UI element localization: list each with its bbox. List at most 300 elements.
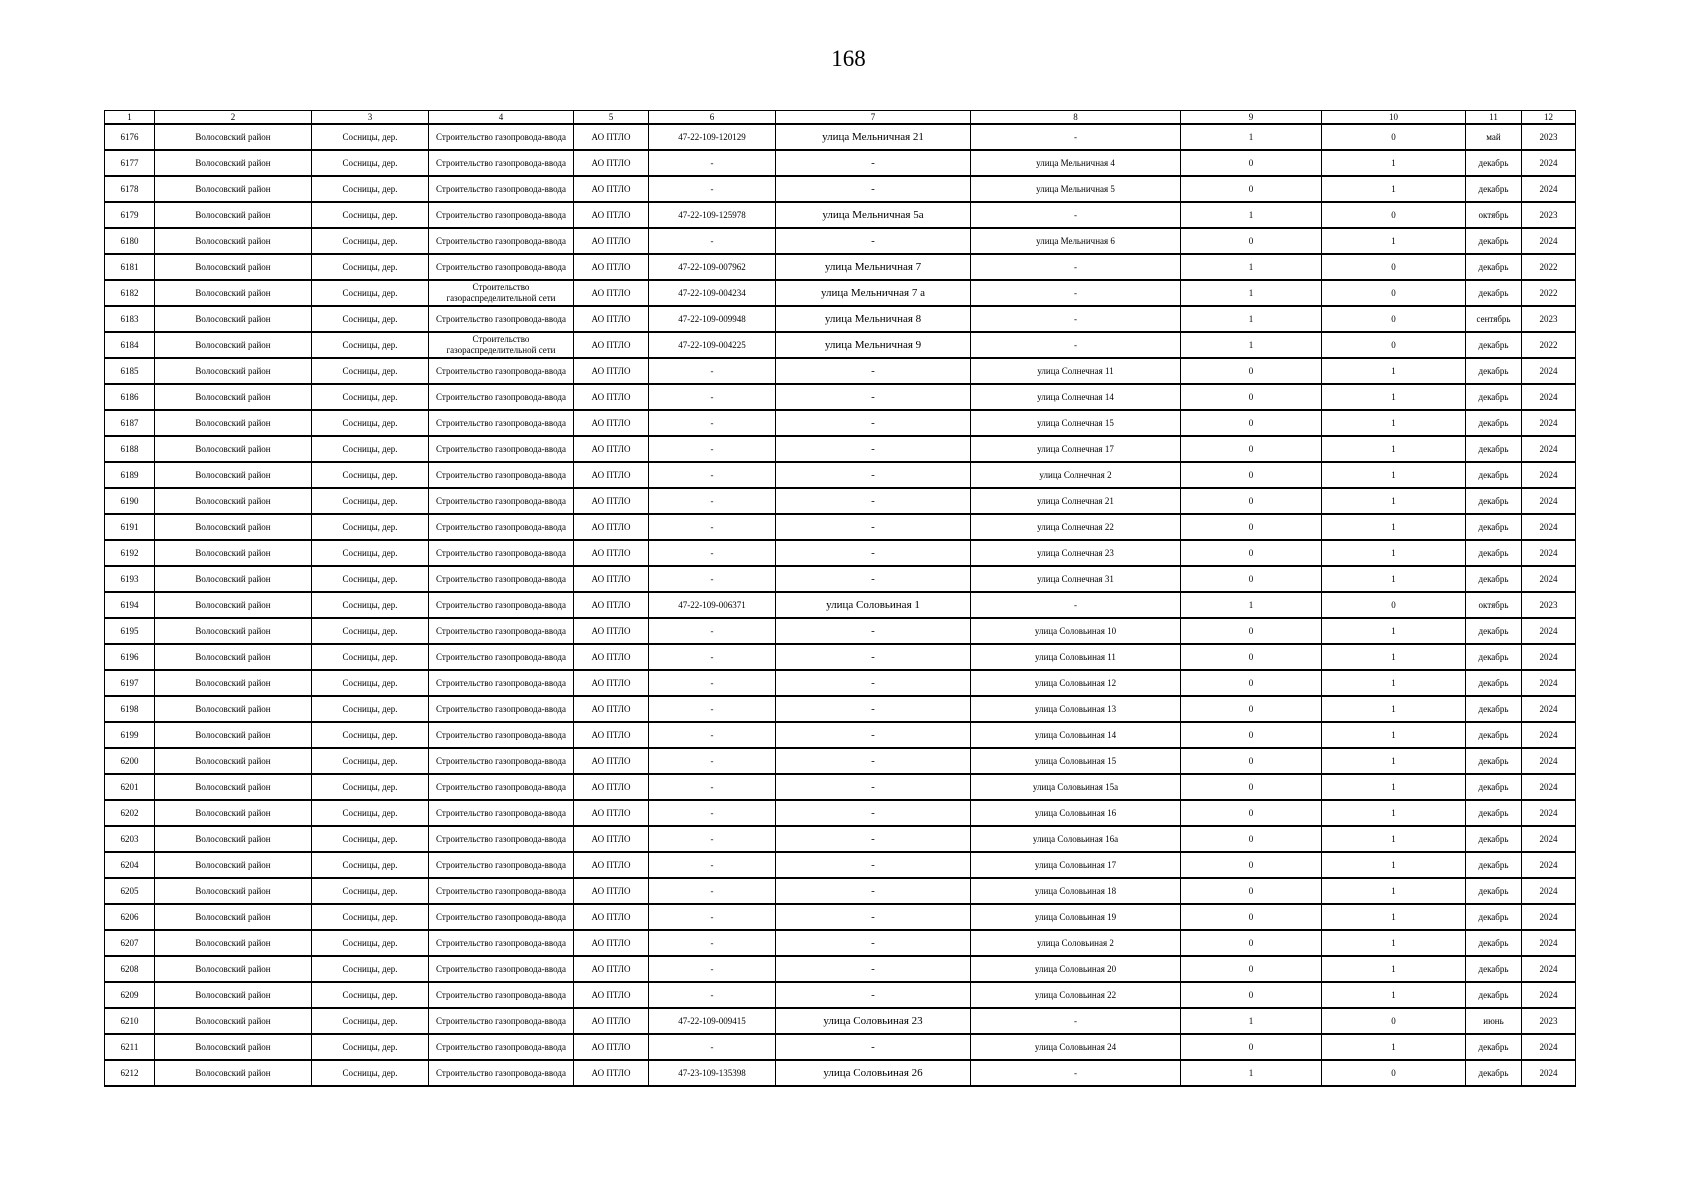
count-cell-a: 0 (1181, 722, 1322, 748)
row-number-cell: 6180 (105, 228, 155, 254)
district-cell: Волосовский район (155, 462, 312, 488)
count-cell-a: 0 (1181, 488, 1322, 514)
registration-number-cell: - (649, 384, 776, 410)
district-cell: Волосовский район (155, 566, 312, 592)
planned-address-cell: - (971, 280, 1181, 306)
year-cell: 2023 (1522, 1008, 1576, 1034)
settlement-cell: Сосницы, дер. (312, 644, 429, 670)
count-cell-a: 0 (1181, 1034, 1322, 1060)
month-cell: декабрь (1466, 1034, 1522, 1060)
count-cell-b: 1 (1322, 150, 1466, 176)
address-cell: - (776, 956, 971, 982)
count-cell-a: 0 (1181, 228, 1322, 254)
year-cell: 2024 (1522, 618, 1576, 644)
registry-table (104, 110, 1576, 1087)
district-cell: Волосовский район (155, 670, 312, 696)
count-cell-a: 1 (1181, 1008, 1322, 1034)
address-cell: - (776, 826, 971, 852)
work-type-cell: Строительство газопровода-ввода (429, 930, 574, 956)
work-type-cell: Строительство газопровода-ввода (429, 384, 574, 410)
settlement-cell: Сосницы, дер. (312, 358, 429, 384)
work-type-cell: Строительство газопровода-ввода (429, 826, 574, 852)
year-cell: 2023 (1522, 124, 1576, 150)
address-cell: - (776, 644, 971, 670)
district-cell: Волосовский район (155, 696, 312, 722)
planned-address-cell: - (971, 254, 1181, 280)
year-cell: 2024 (1522, 436, 1576, 462)
address-cell: - (776, 1034, 971, 1060)
year-cell: 2024 (1522, 696, 1576, 722)
planned-address-cell: улица Соловьиная 2 (971, 930, 1181, 956)
district-cell: Волосовский район (155, 150, 312, 176)
registration-number-cell: - (649, 748, 776, 774)
address-cell: - (776, 878, 971, 904)
table-row (105, 904, 1576, 930)
address-cell: - (776, 748, 971, 774)
planned-address-cell: - (971, 124, 1181, 150)
table-row (105, 488, 1576, 514)
settlement-cell: Сосницы, дер. (312, 930, 429, 956)
row-number-cell: 6202 (105, 800, 155, 826)
month-cell: декабрь (1466, 904, 1522, 930)
planned-address-cell: улица Соловьиная 14 (971, 722, 1181, 748)
district-cell: Волосовский район (155, 384, 312, 410)
table-row (105, 124, 1576, 150)
year-cell: 2024 (1522, 384, 1576, 410)
month-cell: декабрь (1466, 930, 1522, 956)
table-row (105, 306, 1576, 332)
table-row (105, 592, 1576, 618)
registration-number-cell: - (649, 774, 776, 800)
count-cell-a: 1 (1181, 202, 1322, 228)
address-cell: улица Соловьиная 23 (776, 1008, 971, 1034)
work-type-cell: Строительство газопровода-ввода (429, 878, 574, 904)
year-cell: 2024 (1522, 800, 1576, 826)
district-cell: Волосовский район (155, 1060, 312, 1086)
organization-cell: АО ПТЛО (574, 1060, 649, 1086)
row-number-cell: 6182 (105, 280, 155, 306)
column-number-header: 8 (971, 111, 1181, 125)
planned-address-cell: улица Солнечная 31 (971, 566, 1181, 592)
count-cell-b: 0 (1322, 280, 1466, 306)
work-type-cell: Строительство газопровода-ввода (429, 358, 574, 384)
count-cell-b: 0 (1322, 254, 1466, 280)
month-cell: декабрь (1466, 176, 1522, 202)
address-cell: улица Соловьиная 26 (776, 1060, 971, 1086)
planned-address-cell: улица Солнечная 2 (971, 462, 1181, 488)
organization-cell: АО ПТЛО (574, 956, 649, 982)
table-row (105, 462, 1576, 488)
work-type-cell: Строительство газопровода-ввода (429, 124, 574, 150)
address-cell: - (776, 150, 971, 176)
organization-cell: АО ПТЛО (574, 930, 649, 956)
month-cell: декабрь (1466, 956, 1522, 982)
address-cell: - (776, 982, 971, 1008)
district-cell: Волосовский район (155, 124, 312, 150)
count-cell-a: 0 (1181, 176, 1322, 202)
address-cell: - (776, 930, 971, 956)
table-row (105, 982, 1576, 1008)
organization-cell: АО ПТЛО (574, 462, 649, 488)
row-number-cell: 6208 (105, 956, 155, 982)
row-number-cell: 6200 (105, 748, 155, 774)
planned-address-cell: улица Солнечная 22 (971, 514, 1181, 540)
work-type-cell: Строительство газопровода-ввода (429, 1060, 574, 1086)
planned-address-cell: улица Солнечная 11 (971, 358, 1181, 384)
address-cell: улица Мельничная 7 (776, 254, 971, 280)
table-row (105, 826, 1576, 852)
address-cell: - (776, 488, 971, 514)
month-cell: декабрь (1466, 722, 1522, 748)
district-cell: Волосовский район (155, 878, 312, 904)
registration-number-cell: - (649, 904, 776, 930)
district-cell: Волосовский район (155, 514, 312, 540)
district-cell: Волосовский район (155, 332, 312, 358)
count-cell-b: 1 (1322, 904, 1466, 930)
address-cell: - (776, 384, 971, 410)
column-number-header: 4 (429, 111, 574, 125)
settlement-cell: Сосницы, дер. (312, 722, 429, 748)
district-cell: Волосовский район (155, 280, 312, 306)
district-cell: Волосовский район (155, 254, 312, 280)
column-number-header: 11 (1466, 111, 1522, 125)
organization-cell: АО ПТЛО (574, 722, 649, 748)
year-cell: 2024 (1522, 748, 1576, 774)
address-cell: - (776, 670, 971, 696)
organization-cell: АО ПТЛО (574, 904, 649, 930)
work-type-cell: Строительство газопровода-ввода (429, 540, 574, 566)
row-number-cell: 6189 (105, 462, 155, 488)
row-number-cell: 6183 (105, 306, 155, 332)
work-type-cell: Строительство газопровода-ввода (429, 514, 574, 540)
year-cell: 2024 (1522, 774, 1576, 800)
year-cell: 2024 (1522, 176, 1576, 202)
count-cell-a: 0 (1181, 982, 1322, 1008)
registration-number-cell: 47-22-109-007962 (649, 254, 776, 280)
column-number-header: 5 (574, 111, 649, 125)
district-cell: Волосовский район (155, 644, 312, 670)
registration-number-cell: - (649, 670, 776, 696)
planned-address-cell: улица Соловьиная 15 (971, 748, 1181, 774)
year-cell: 2024 (1522, 670, 1576, 696)
row-number-cell: 6212 (105, 1060, 155, 1086)
year-cell: 2023 (1522, 592, 1576, 618)
planned-address-cell: улица Соловьиная 22 (971, 982, 1181, 1008)
count-cell-a: 0 (1181, 436, 1322, 462)
year-cell: 2024 (1522, 852, 1576, 878)
work-type-cell: Строительство газопровода-ввода (429, 982, 574, 1008)
count-cell-a: 1 (1181, 280, 1322, 306)
registration-number-cell: - (649, 566, 776, 592)
settlement-cell: Сосницы, дер. (312, 852, 429, 878)
registration-number-cell: - (649, 696, 776, 722)
planned-address-cell: - (971, 1060, 1181, 1086)
year-cell: 2024 (1522, 982, 1576, 1008)
district-cell: Волосовский район (155, 930, 312, 956)
planned-address-cell: улица Соловьиная 13 (971, 696, 1181, 722)
organization-cell: АО ПТЛО (574, 410, 649, 436)
table-row (105, 228, 1576, 254)
district-cell: Волосовский район (155, 228, 312, 254)
row-number-cell: 6203 (105, 826, 155, 852)
planned-address-cell: улица Солнечная 17 (971, 436, 1181, 462)
row-number-cell: 6199 (105, 722, 155, 748)
registration-number-cell: 47-23-109-135398 (649, 1060, 776, 1086)
row-number-cell: 6201 (105, 774, 155, 800)
address-cell: - (776, 904, 971, 930)
table-row (105, 748, 1576, 774)
month-cell: декабрь (1466, 254, 1522, 280)
month-cell: декабрь (1466, 852, 1522, 878)
organization-cell: АО ПТЛО (574, 176, 649, 202)
organization-cell: АО ПТЛО (574, 670, 649, 696)
registration-number-cell: - (649, 618, 776, 644)
row-number-cell: 6176 (105, 124, 155, 150)
work-type-cell: Строительство газопровода-ввода (429, 618, 574, 644)
row-number-cell: 6188 (105, 436, 155, 462)
registration-number-cell: 47-22-109-004234 (649, 280, 776, 306)
row-number-cell: 6206 (105, 904, 155, 930)
count-cell-b: 0 (1322, 1008, 1466, 1034)
table-row (105, 800, 1576, 826)
settlement-cell: Сосницы, дер. (312, 306, 429, 332)
count-cell-a: 0 (1181, 384, 1322, 410)
settlement-cell: Сосницы, дер. (312, 878, 429, 904)
registration-number-cell: - (649, 150, 776, 176)
month-cell: декабрь (1466, 644, 1522, 670)
row-number-cell: 6192 (105, 540, 155, 566)
work-type-cell: Строительство газопровода-ввода (429, 462, 574, 488)
organization-cell: АО ПТЛО (574, 488, 649, 514)
registration-number-cell: - (649, 358, 776, 384)
work-type-cell: Строительство газопровода-ввода (429, 1034, 574, 1060)
year-cell: 2024 (1522, 462, 1576, 488)
registration-number-cell: - (649, 956, 776, 982)
settlement-cell: Сосницы, дер. (312, 150, 429, 176)
organization-cell: АО ПТЛО (574, 332, 649, 358)
organization-cell: АО ПТЛО (574, 436, 649, 462)
count-cell-a: 0 (1181, 462, 1322, 488)
organization-cell: АО ПТЛО (574, 644, 649, 670)
table-row (105, 332, 1576, 358)
organization-cell: АО ПТЛО (574, 696, 649, 722)
count-cell-b: 1 (1322, 514, 1466, 540)
count-cell-a: 0 (1181, 696, 1322, 722)
count-cell-b: 1 (1322, 930, 1466, 956)
organization-cell: АО ПТЛО (574, 748, 649, 774)
year-cell: 2024 (1522, 150, 1576, 176)
planned-address-cell: улица Соловьиная 16а (971, 826, 1181, 852)
planned-address-cell: улица Мельничная 5 (971, 176, 1181, 202)
year-cell: 2024 (1522, 904, 1576, 930)
registration-number-cell: - (649, 826, 776, 852)
address-cell: - (776, 176, 971, 202)
organization-cell: АО ПТЛО (574, 384, 649, 410)
organization-cell: АО ПТЛО (574, 982, 649, 1008)
row-number-cell: 6205 (105, 878, 155, 904)
column-number-header: 10 (1322, 111, 1466, 125)
address-cell: улица Мельничная 8 (776, 306, 971, 332)
table-row (105, 202, 1576, 228)
registration-number-cell: - (649, 930, 776, 956)
column-number-row (105, 111, 1576, 125)
settlement-cell: Сосницы, дер. (312, 800, 429, 826)
district-cell: Волосовский район (155, 436, 312, 462)
district-cell: Волосовский район (155, 306, 312, 332)
planned-address-cell: улица Солнечная 21 (971, 488, 1181, 514)
month-cell: декабрь (1466, 878, 1522, 904)
row-number-cell: 6191 (105, 514, 155, 540)
table-row (105, 514, 1576, 540)
count-cell-a: 0 (1181, 150, 1322, 176)
year-cell: 2022 (1522, 254, 1576, 280)
month-cell: май (1466, 124, 1522, 150)
month-cell: декабрь (1466, 1060, 1522, 1086)
work-type-cell: Строительство газопровода-ввода (429, 176, 574, 202)
address-cell: - (776, 462, 971, 488)
month-cell: октябрь (1466, 592, 1522, 618)
row-number-cell: 6193 (105, 566, 155, 592)
month-cell: декабрь (1466, 774, 1522, 800)
count-cell-b: 1 (1322, 384, 1466, 410)
organization-cell: АО ПТЛО (574, 1008, 649, 1034)
settlement-cell: Сосницы, дер. (312, 956, 429, 982)
settlement-cell: Сосницы, дер. (312, 748, 429, 774)
organization-cell: АО ПТЛО (574, 878, 649, 904)
count-cell-b: 1 (1322, 774, 1466, 800)
address-cell: - (776, 774, 971, 800)
settlement-cell: Сосницы, дер. (312, 228, 429, 254)
month-cell: декабрь (1466, 280, 1522, 306)
work-type-cell: Строительство газопровода-ввода (429, 774, 574, 800)
district-cell: Волосовский район (155, 748, 312, 774)
row-number-cell: 6198 (105, 696, 155, 722)
month-cell: декабрь (1466, 488, 1522, 514)
settlement-cell: Сосницы, дер. (312, 540, 429, 566)
count-cell-a: 0 (1181, 800, 1322, 826)
year-cell: 2024 (1522, 540, 1576, 566)
registration-number-cell: - (649, 436, 776, 462)
organization-cell: АО ПТЛО (574, 150, 649, 176)
count-cell-a: 0 (1181, 748, 1322, 774)
organization-cell: АО ПТЛО (574, 774, 649, 800)
count-cell-b: 1 (1322, 540, 1466, 566)
count-cell-a: 0 (1181, 826, 1322, 852)
organization-cell: АО ПТЛО (574, 228, 649, 254)
address-cell: - (776, 618, 971, 644)
work-type-cell: Строительство газопровода-ввода (429, 202, 574, 228)
settlement-cell: Сосницы, дер. (312, 1034, 429, 1060)
year-cell: 2024 (1522, 722, 1576, 748)
table-row (105, 878, 1576, 904)
month-cell: декабрь (1466, 150, 1522, 176)
organization-cell: АО ПТЛО (574, 254, 649, 280)
column-number-header: 1 (105, 111, 155, 125)
address-cell: - (776, 852, 971, 878)
settlement-cell: Сосницы, дер. (312, 982, 429, 1008)
organization-cell: АО ПТЛО (574, 202, 649, 228)
month-cell: декабрь (1466, 800, 1522, 826)
page-number: 168 (831, 46, 866, 71)
month-cell: декабрь (1466, 514, 1522, 540)
table-row (105, 618, 1576, 644)
month-cell: октябрь (1466, 202, 1522, 228)
registration-number-cell: 47-22-109-120129 (649, 124, 776, 150)
count-cell-b: 1 (1322, 410, 1466, 436)
count-cell-b: 1 (1322, 566, 1466, 592)
organization-cell: АО ПТЛО (574, 800, 649, 826)
count-cell-a: 0 (1181, 540, 1322, 566)
district-cell: Волосовский район (155, 722, 312, 748)
year-cell: 2023 (1522, 202, 1576, 228)
settlement-cell: Сосницы, дер. (312, 774, 429, 800)
address-cell: - (776, 514, 971, 540)
table-row (105, 696, 1576, 722)
count-cell-b: 0 (1322, 306, 1466, 332)
work-type-cell: Строительство газопровода-ввода (429, 592, 574, 618)
work-type-cell: Строительство газопровода-ввода (429, 566, 574, 592)
row-number-cell: 6186 (105, 384, 155, 410)
registration-number-cell: 47-22-109-004225 (649, 332, 776, 358)
count-cell-b: 1 (1322, 228, 1466, 254)
planned-address-cell: улица Соловьиная 18 (971, 878, 1181, 904)
registration-number-cell: - (649, 462, 776, 488)
address-cell: улица Мельничная 21 (776, 124, 971, 150)
count-cell-b: 1 (1322, 748, 1466, 774)
district-cell: Волосовский район (155, 852, 312, 878)
registration-number-cell: - (649, 1034, 776, 1060)
year-cell: 2022 (1522, 332, 1576, 358)
work-type-cell: Строительство газопровода-ввода (429, 748, 574, 774)
settlement-cell: Сосницы, дер. (312, 696, 429, 722)
count-cell-b: 0 (1322, 124, 1466, 150)
count-cell-a: 0 (1181, 852, 1322, 878)
work-type-cell: Строительство газопровода-ввода (429, 852, 574, 878)
row-number-cell: 6197 (105, 670, 155, 696)
planned-address-cell: - (971, 592, 1181, 618)
settlement-cell: Сосницы, дер. (312, 1060, 429, 1086)
address-cell: - (776, 800, 971, 826)
address-cell: - (776, 410, 971, 436)
district-cell: Волосовский район (155, 774, 312, 800)
address-cell: улица Мельничная 9 (776, 332, 971, 358)
count-cell-a: 1 (1181, 306, 1322, 332)
column-number-header: 3 (312, 111, 429, 125)
row-number-cell: 6211 (105, 1034, 155, 1060)
row-number-cell: 6181 (105, 254, 155, 280)
count-cell-a: 0 (1181, 904, 1322, 930)
year-cell: 2024 (1522, 488, 1576, 514)
planned-address-cell: улица Соловьиная 20 (971, 956, 1181, 982)
registration-number-cell: - (649, 488, 776, 514)
row-number-cell: 6179 (105, 202, 155, 228)
year-cell: 2024 (1522, 566, 1576, 592)
month-cell: декабрь (1466, 436, 1522, 462)
planned-address-cell: улица Соловьиная 24 (971, 1034, 1181, 1060)
work-type-cell: Строительство газопровода-ввода (429, 644, 574, 670)
work-type-cell: Строительство газопровода-ввода (429, 956, 574, 982)
settlement-cell: Сосницы, дер. (312, 670, 429, 696)
address-cell: - (776, 436, 971, 462)
table-row (105, 410, 1576, 436)
district-cell: Волосовский район (155, 358, 312, 384)
work-type-cell: Строительство газораспределительной сети (429, 280, 574, 306)
settlement-cell: Сосницы, дер. (312, 124, 429, 150)
table-row (105, 1060, 1576, 1086)
settlement-cell: Сосницы, дер. (312, 488, 429, 514)
registration-number-cell: - (649, 800, 776, 826)
count-cell-a: 0 (1181, 644, 1322, 670)
